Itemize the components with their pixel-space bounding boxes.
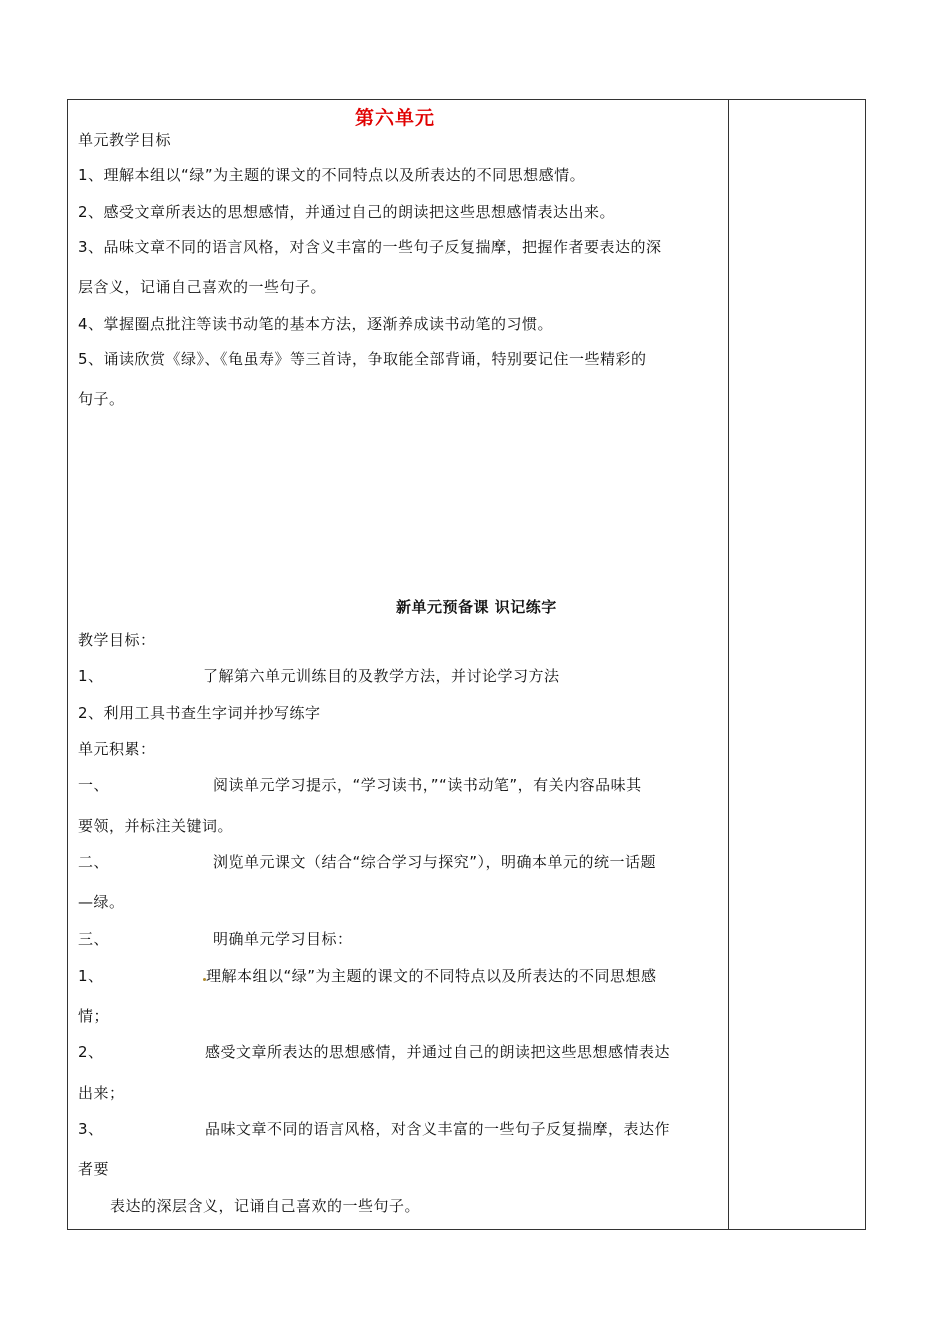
item-2-continued: —绿。 [78, 893, 125, 911]
sub-goal-2-continued: 出来； [78, 1084, 125, 1102]
sub-goal-2-text: 感受文章所表达的思想感情，并通过自己的朗读把这些思想感情表达 [205, 1043, 671, 1061]
goal-5: 5、诵读欣赏《绿》、《龟虽寿》等三首诗，争取能全部背诵，特别要记住一些精彩的 [78, 350, 647, 368]
notes-column-divider [728, 100, 729, 1229]
objective-1-text: 了解第六单元训练目的及教学方法，并讨论学习方法 [203, 667, 560, 685]
item-3-number: 三、 [78, 930, 110, 948]
lesson-plan-table [67, 99, 866, 1230]
item-1-number: 一、 [78, 776, 110, 794]
sub-goal-3-text: 品味文章不同的语言风格，对含义丰富的一些句子反复揣摩，表达作 [205, 1120, 671, 1138]
goal-5-continued: 句子。 [78, 390, 125, 408]
item-2-text: 浏览单元课文（结合“综合学习与探究”），明确本单元的统一话题 [213, 853, 657, 871]
sub-goal-3-continued: 者要 [78, 1160, 110, 1178]
item-1-continued: 要领，并标注关键词。 [78, 817, 234, 835]
objective-2: 2、利用工具书查生字词并抄写练字 [78, 704, 321, 722]
objectives-heading: 教学目标： [78, 631, 156, 649]
goal-4: 4、掌握圈点批注等读书动笔的基本方法，逐渐养成读书动笔的习惯。 [78, 315, 554, 333]
goal-2: 2、感受文章所表达的思想感情，并通过自己的朗读把这些思想感情表达出来。 [78, 203, 616, 221]
sub-goal-1-continued: 情； [78, 1007, 110, 1025]
goal-3: 3、品味文章不同的语言风格，对含义丰富的一些句子反复揣摩，把握作者要表达的深 [78, 238, 662, 256]
item-2-number: 二、 [78, 853, 110, 871]
lesson-title: 新单元预备课 识记练字 [396, 598, 557, 616]
item-3-text: 明确单元学习目标： [213, 930, 353, 948]
sub-goal-1-number: 1、 [78, 967, 104, 985]
objective-1-number: 1、 [78, 667, 104, 685]
sub-goal-2-number: 2、 [78, 1043, 104, 1061]
goal-3-continued: 层含义，记诵自己喜欢的一些句子。 [78, 278, 327, 296]
item-1-text: 阅读单元学习提示，“学习读书，”“读书动笔”，有关内容品味其 [213, 776, 642, 794]
accumulation-heading: 单元积累： [78, 740, 156, 758]
sub-goal-3-number: 3、 [78, 1120, 104, 1138]
unit-title: 第六单元 [355, 107, 436, 129]
sub-goal-1-text: 理解本组以“绿”为主题的课文的不同特点以及所表达的不同思想感 [206, 967, 657, 985]
sub-goal-3-continued-2: 表达的深层含义，记诵自己喜欢的一些句子。 [110, 1197, 421, 1215]
goals-heading: 单元教学目标 [78, 131, 172, 149]
goal-1: 1、理解本组以“绿”为主题的课文的不同特点以及所表达的不同思想感情。 [78, 166, 586, 184]
